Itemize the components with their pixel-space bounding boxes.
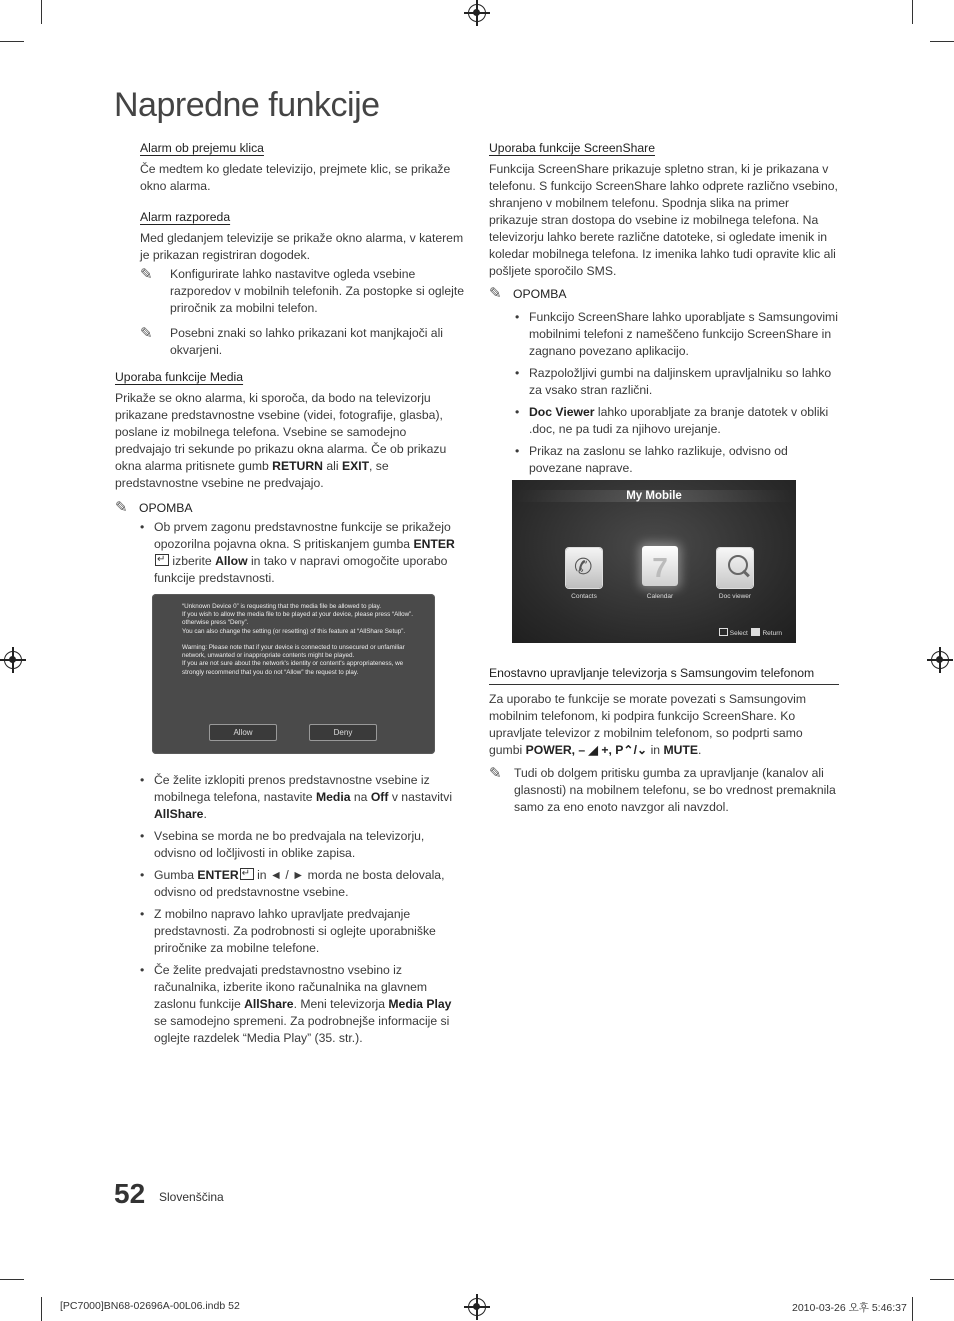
- left-column-media: [115, 369, 465, 523]
- registration-mark-icon: [4, 651, 22, 669]
- crop-mark: [930, 1279, 954, 1280]
- contacts-label: Contacts: [571, 593, 597, 600]
- deny-button[interactable]: Deny: [309, 724, 377, 741]
- calendar-label: Calendar: [646, 593, 674, 600]
- page-title: Napredne funkcije: [114, 86, 380, 124]
- pencil-note-icon: ✎: [140, 325, 153, 342]
- pencil-note-icon: ✎: [140, 266, 153, 283]
- list-item: • Ob prvem zagonu predstavnostne funkcije se prikažejo opozorilna pojavna okna. S pritiskanjem gumba ENTER↵ izberite Allow in tako v napravi omogočite uporabo funkcije predstavnosti.: [140, 519, 465, 587]
- my-mobile-screen: [512, 480, 796, 643]
- dialog-text: “Unknown Device 0” is requesting that the media file be allowed to play. If you wish to allow the media file to be played at your device, please press “Allow”. otherwise press “Deny”. You can also change the setting (or resetting) of this feature at “AllShare Setup”. Warning: Please note that if your device is connected to unsecured or unfamiliar network, unwanted or inappropriate contents might be played. If you are not sure about the network's identity or content's appropriateness, we strongly recommend that you do not “Allow” the request to play.: [182, 603, 414, 676]
- calendar-icon[interactable]: [642, 546, 678, 586]
- paragraph: Funkcija ScreenShare prikazuje spletno stran, ki je prikazana v telefonu. S funkcijo ScreenShare lahko odprete različno vsebino, shranjeno v mobilnem telefonu. Spodnja slika na primer prikazuje stran dostopa do vsebine iz mobilnega telefona. Na televizorju lahko berete različne datoteke, si ogledate imenik in koledar mobilnega telefona. Iz imenika lahko tudi opravite klic ali pošljete sporočilo SMS.: [489, 162, 838, 278]
- list-item: • Če želite predvajati predstavnostno vsebino iz računalnika, izberite ikono računalnika na glavnem zaslonu funkcije AllShare. Meni televizorja Media Play se samodejno spremeni. Za podrobnejše informacije si oglejte razdelek “Media Play” (35. str.).: [140, 962, 465, 1047]
- allow-button[interactable]: Allow: [209, 724, 277, 741]
- note-text: Posebni znaki so lahko prikazani kot manjkajoči ali okvarjeni.: [170, 326, 444, 357]
- crop-mark: [912, 0, 913, 24]
- crop-mark: [930, 41, 954, 42]
- note: [140, 325, 465, 359]
- crop-mark: [912, 1297, 913, 1321]
- registration-mark-icon: [931, 651, 949, 669]
- list-item: • Funkcijo ScreenShare lahko uporabljate s Samsungovimi mobilnimi telefoni z nameščeno funkcijo ScreenShare in zagnano povezano aplikacijo.: [515, 309, 839, 360]
- pencil-note-icon: ✎: [489, 285, 502, 302]
- pencil-note-icon: ✎: [489, 765, 502, 782]
- contacts-icon[interactable]: ✆: [566, 548, 602, 588]
- list-item: • Gumba ENTER↵ in ◄ / ► morda ne bosta delovala, odvisno od predstavnostne vsebine.: [140, 867, 465, 901]
- enter-icon: [240, 868, 254, 880]
- pencil-note-icon: ✎: [115, 499, 128, 516]
- doc-viewer-icon[interactable]: [717, 548, 753, 588]
- allow-dialog: [152, 594, 435, 754]
- doc-viewer-label: Doc viewer: [718, 593, 752, 600]
- note-text: Tudi ob dolgem pritisku gumba za upravljanje (kanalov ali glasnosti) na mobilnem telefonu, se bo vrednost premaknila samo za eno enoto navzgor ali navzdol.: [514, 766, 836, 814]
- list-item: • Če želite izklopiti prenos predstavnostne vsebine iz mobilnega telefona, nastavite Media na Off v nastavitvi AllShare.: [140, 772, 465, 823]
- note: [140, 266, 465, 317]
- list-item: • Z mobilno napravo lahko upravljate predvajanje predstavnosti. Za podrobnosti si oglejte uporabniške priročnike za mobilne telefone.: [140, 906, 465, 957]
- crop-mark: [41, 1297, 42, 1321]
- list-item: • Vsebina se morda ne bo predvajala na televizorju, odvisno od ločljivosti in oblike zapisa.: [140, 828, 465, 862]
- my-mobile-title: My Mobile: [512, 490, 796, 502]
- print-date: 2010-03-26 오후 5:46:37: [792, 1302, 907, 1314]
- my-mobile-footer: Select Return: [719, 628, 782, 637]
- paragraph: Prikaže se okno alarma, ki sporoča, da bodo na televizorju prikazane predstavnostne vsebine (videi, fotografije, glasba), poslane iz mobilnega telefona. Vsebine se samodejno predvajajo tri sekunde po prikazu okna alarma. Če ob prikazu okna alarma pritisnete gumb RETURN ali EXIT, se predstavnostne vsebine ne predvajajo.: [115, 391, 447, 490]
- paragraph: Če medtem ko gledate televizijo, prejmete klic, se prikaže okno alarma.: [140, 162, 451, 193]
- section-heading-alarm-schedule: Alarm razporeda: [140, 210, 231, 224]
- left-bullets-b: [140, 772, 465, 1051]
- registration-mark-icon: [468, 4, 486, 22]
- section-heading-alarm-call: Alarm ob prejemu klica: [140, 141, 264, 155]
- right-column: [489, 140, 839, 481]
- section-heading-media: Uporaba funkcije Media: [115, 370, 244, 384]
- registration-mark-icon: [468, 1298, 486, 1316]
- list-item: • Razpoložljivi gumbi na daljinskem upravljalniku so lahko za vsako stran različni.: [515, 365, 839, 399]
- page-language: Slovenščina: [159, 1190, 224, 1204]
- section-heading-screenshare: Uporaba funkcije ScreenShare: [489, 141, 655, 155]
- paragraph: Za uporabo te funkcije se morate povezati s Samsungovim mobilnim telefonom, ki podpira funkcijo ScreenShare. Ko upravljate televizor z mobilnim telefonom, so podprti samo gumbi POWER, – ◢ +, P⌃/⌄ in MUTE.: [489, 692, 807, 757]
- print-file-info: [PC7000]BN68-02696A-00L06.indb 52: [60, 1300, 240, 1312]
- list-item: • Doc Viewer lahko uporabljate za branje datotek v obliki .doc, ne pa tudi za njihovo urejanje.: [515, 404, 839, 438]
- page-number: 52: [114, 1178, 146, 1209]
- return-icon: [751, 628, 760, 636]
- note-heading: ✎ OPOMBA: [115, 499, 193, 516]
- left-column: [140, 140, 465, 367]
- section-heading-control: Enostavno upravljanje televizorja s Samsungovim telefonom: [489, 665, 839, 685]
- crop-mark: [41, 0, 42, 24]
- right-column-control: [489, 665, 839, 824]
- note: [489, 765, 839, 816]
- note-text: Konfigurirate lahko nastavitve ogleda vsebine razporedov v mobilnih telefonih. Za postopke si oglejte priročnik za mobilni telefon.: [170, 267, 465, 315]
- crop-mark: [0, 1279, 24, 1280]
- enter-icon: [719, 628, 728, 636]
- left-bullets-a: [140, 519, 465, 591]
- crop-mark: [0, 41, 24, 42]
- paragraph: Med gledanjem televizije se prikaže okno alarma, v katerem je prikazan registriran dogodek.: [140, 231, 464, 262]
- note-heading: ✎ OPOMBA: [489, 285, 567, 302]
- list-item: • Prikaz na zaslonu se lahko razlikuje, odvisno od povezane naprave.: [515, 443, 839, 477]
- enter-icon: [155, 554, 169, 566]
- calendar-day: 7: [652, 552, 668, 583]
